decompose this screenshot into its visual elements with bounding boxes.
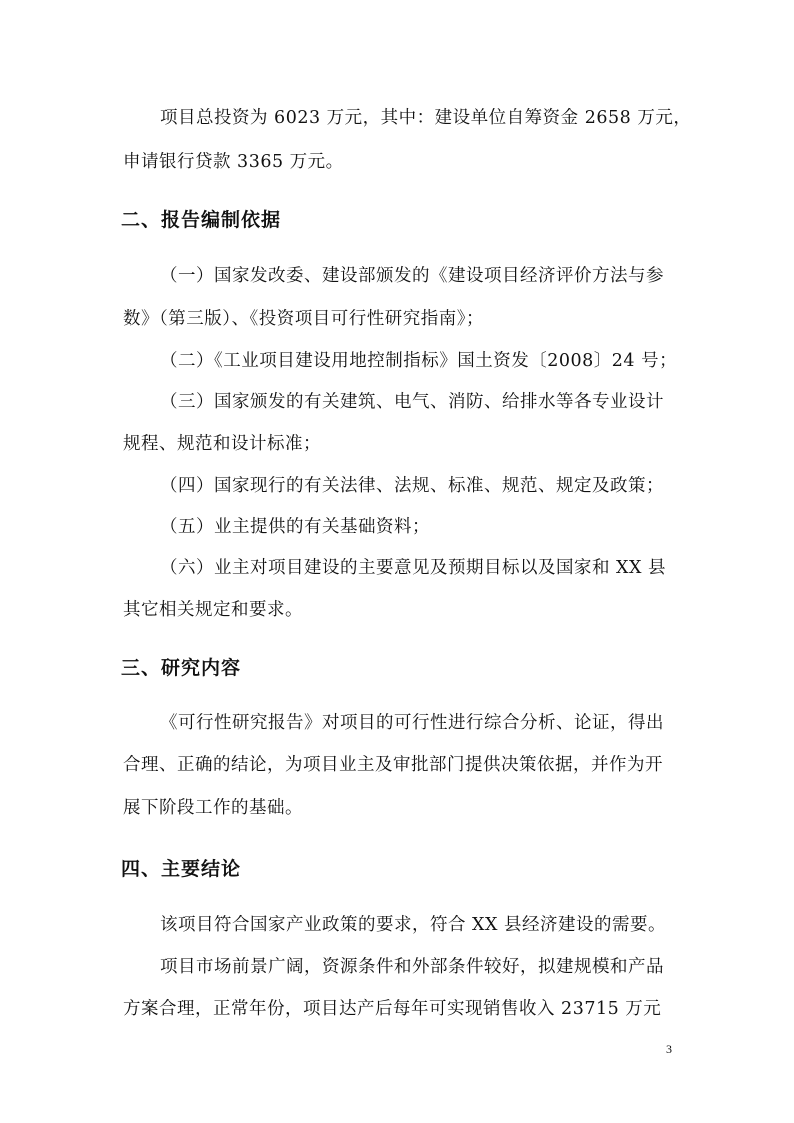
research-paragraph-line: 《可行性研究报告》对项目的可行性进行综合分析、论证，得出	[160, 713, 664, 733]
basis-item-line: （五）业主提供的有关基础资料；	[160, 517, 430, 537]
page-number: 3	[666, 1042, 672, 1056]
basis-item-line: （六）业主对项目建设的主要意见及预期目标以及国家和 XX 县	[160, 558, 667, 578]
section-heading-conclusion: 四、主要结论	[121, 858, 242, 880]
investment-summary-line-1: 项目总投资为 6023 万元，其中：建设单位自筹资金 2658 万元，	[160, 108, 692, 128]
research-paragraph-line: 展下阶段工作的基础。	[123, 798, 303, 818]
research-paragraph-line: 合理、正确的结论，为项目业主及审批部门提供决策依据，并作为开	[123, 755, 663, 775]
section-heading-basis: 二、报告编制依据	[121, 209, 282, 231]
basis-item-line: 规程、规范和设计标准；	[123, 434, 321, 454]
basis-item-line: （三）国家颁发的有关建筑、电气、消防、给排水等各专业设计	[160, 392, 664, 412]
section-heading-research: 三、研究内容	[121, 657, 242, 679]
basis-item-line: （一）国家发改委、建设部颁发的《建设项目经济评价方法与参	[160, 266, 664, 286]
conclusion-paragraph-line: 方案合理，正常年份，项目达产后每年可实现销售收入 23715 万元	[123, 999, 662, 1019]
conclusion-paragraph-line: 项目市场前景广阔，资源条件和外部条件较好，拟建规模和产品	[160, 957, 664, 977]
basis-item-line: （四）国家现行的有关法律、法规、标准、规范、规定及政策；	[160, 476, 664, 496]
investment-summary-line-2: 申请银行贷款 3365 万元。	[123, 152, 344, 172]
basis-item-line: 数》（第三版）、《投资项目可行性研究指南》；	[123, 309, 484, 329]
conclusion-paragraph-line: 该项目符合国家产业政策的要求，符合 XX 县经济建设的需要。	[160, 915, 667, 935]
basis-item-line: （二）《工业项目建设用地控制指标》国土资发〔2008〕24 号；	[160, 351, 678, 371]
basis-item-line: 其它相关规定和要求。	[123, 600, 303, 620]
